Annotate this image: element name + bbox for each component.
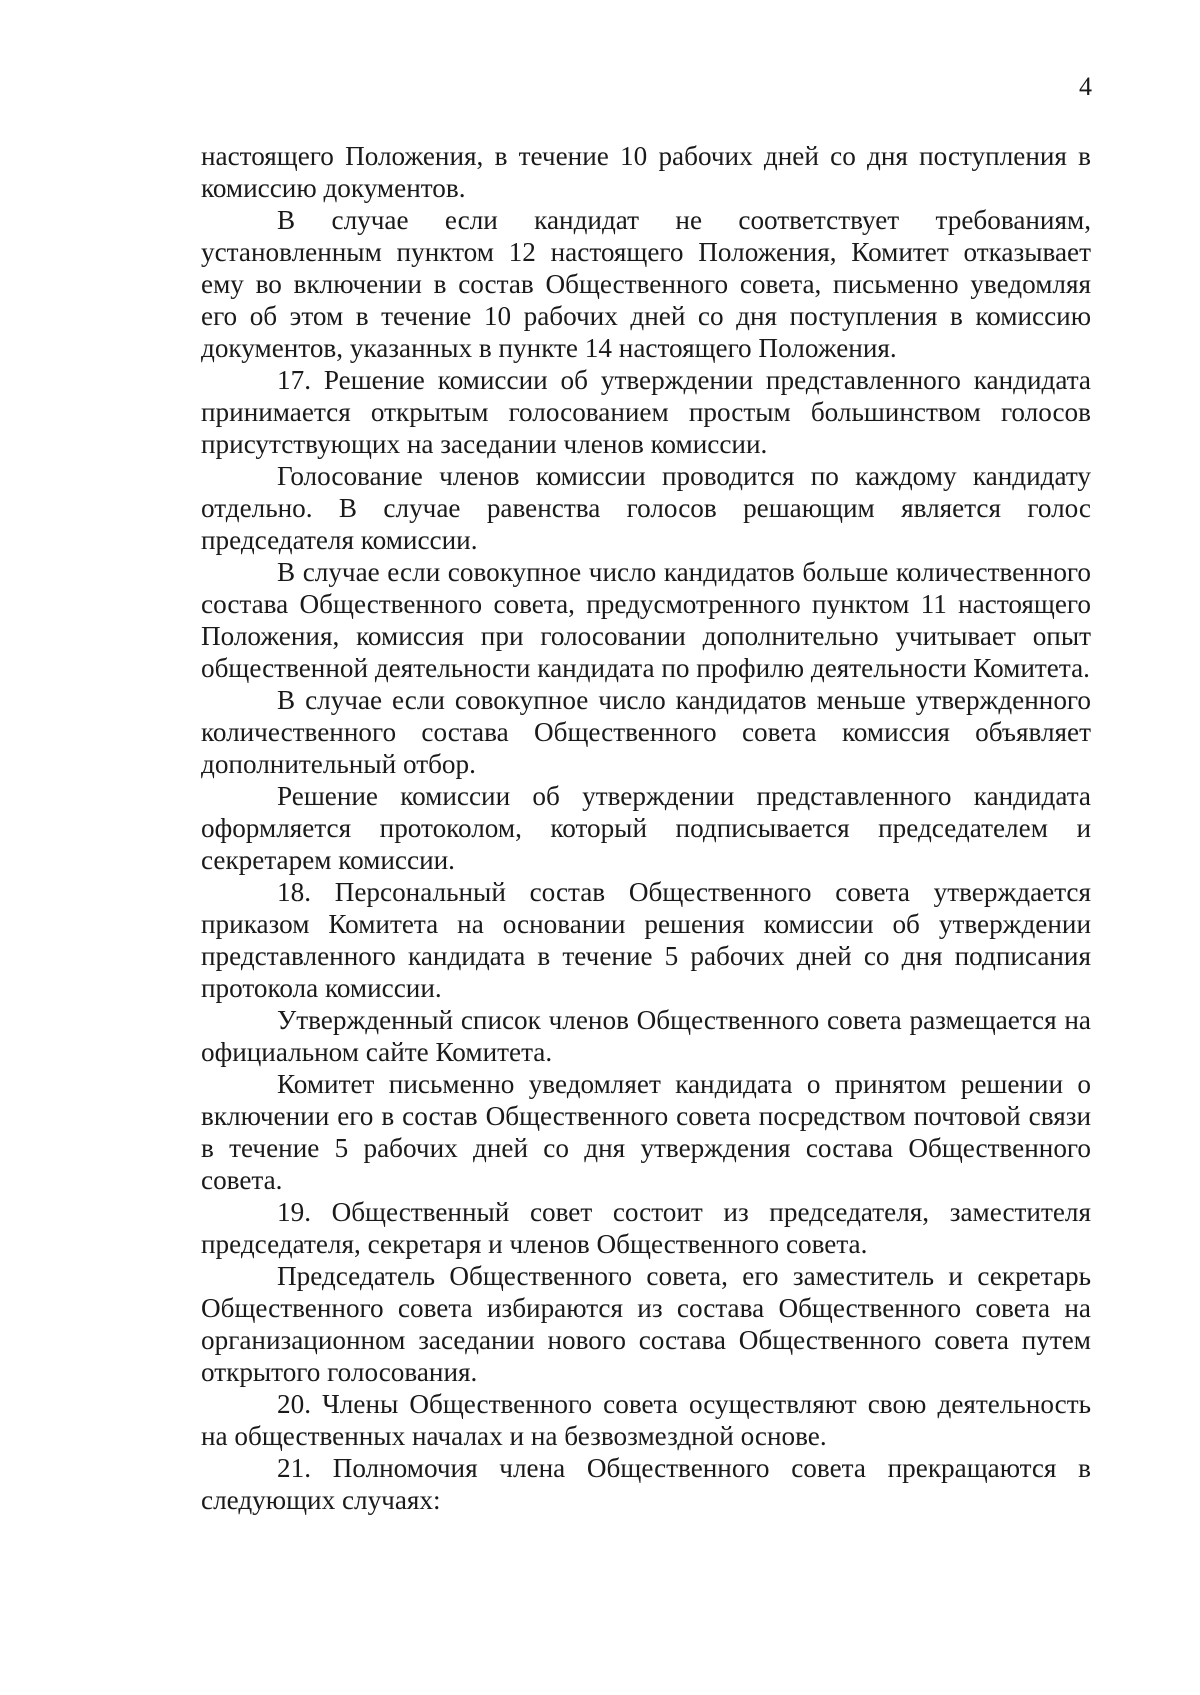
paragraph-7: Решение комиссии об утверждении представленного кандидата оформляется протоколом, который подписывается председателем и секретарем комиссии. (201, 781, 1091, 875)
document-body (201, 140, 1091, 1516)
paragraph-12: Председатель Общественного совета, его заместитель и секретарь Общественного совета избираются из состава Общественного совета на организационном заседании нового состава Общественного совета путем открытого голосования. (201, 1261, 1091, 1387)
paragraph-9: Утвержденный список членов Общественного совета размещается на официальном сайте Комитета. (201, 1005, 1091, 1067)
paragraph-6: В случае если совокупное число кандидатов меньше утвержденного количественного состава Общественного совета комиссия объявляет дополнительный отбор. (201, 685, 1091, 779)
paragraph-5: В случае если совокупное число кандидатов больше количественного состава Общественного совета, предусмотренного пунктом 11 настоящего Положения, комиссия при голосовании дополнительно учитывает опыт общественной деятельности кандидата по профилю деятельности Комитета. (201, 557, 1091, 683)
paragraph-2: В случае если кандидат не соответствует требованиям, установленным пунктом 12 настоящего Положения, Комитет отказывает ему во включении в состав Общественного совета, письменно уведомляя его об этом в течение 10 рабочих дней со дня поступления в комиссию документов, указанных в пункте 14 настоящего Положения. (201, 205, 1091, 363)
paragraph-14: 21. Полномочия члена Общественного совета прекращаются в следующих случаях: (201, 1453, 1091, 1515)
paragraph-8: 18. Персональный состав Общественного совета утверждается приказом Комитета на основании решения комиссии об утверждении представленного кандидата в течение 5 рабочих дней со дня подписания протокола комиссии. (201, 877, 1091, 1003)
page-number: 4 (1079, 72, 1092, 101)
paragraph-1: настоящего Положения, в течение 10 рабочих дней со дня поступления в комиссию документов. (201, 141, 1091, 203)
paragraph-13: 20. Члены Общественного совета осуществляют свою деятельность на общественных началах и на безвозмездной основе. (201, 1389, 1091, 1451)
paragraph-3: 17. Решение комиссии об утверждении представленного кандидата принимается открытым голосованием простым большинством голосов присутствующих на заседании членов комиссии. (201, 365, 1091, 459)
paragraph-4: Голосование членов комиссии проводится по каждому кандидату отдельно. В случае равенства голосов решающим является голос председателя комиссии. (201, 461, 1091, 555)
paragraph-11: 19. Общественный совет состоит из председателя, заместителя председателя, секретаря и членов Общественного совета. (201, 1197, 1091, 1259)
paragraph-10: Комитет письменно уведомляет кандидата о принятом решении о включении его в состав Общественного совета посредством почтовой связи в течение 5 рабочих дней со дня утверждения состава Общественного совета. (201, 1069, 1091, 1195)
